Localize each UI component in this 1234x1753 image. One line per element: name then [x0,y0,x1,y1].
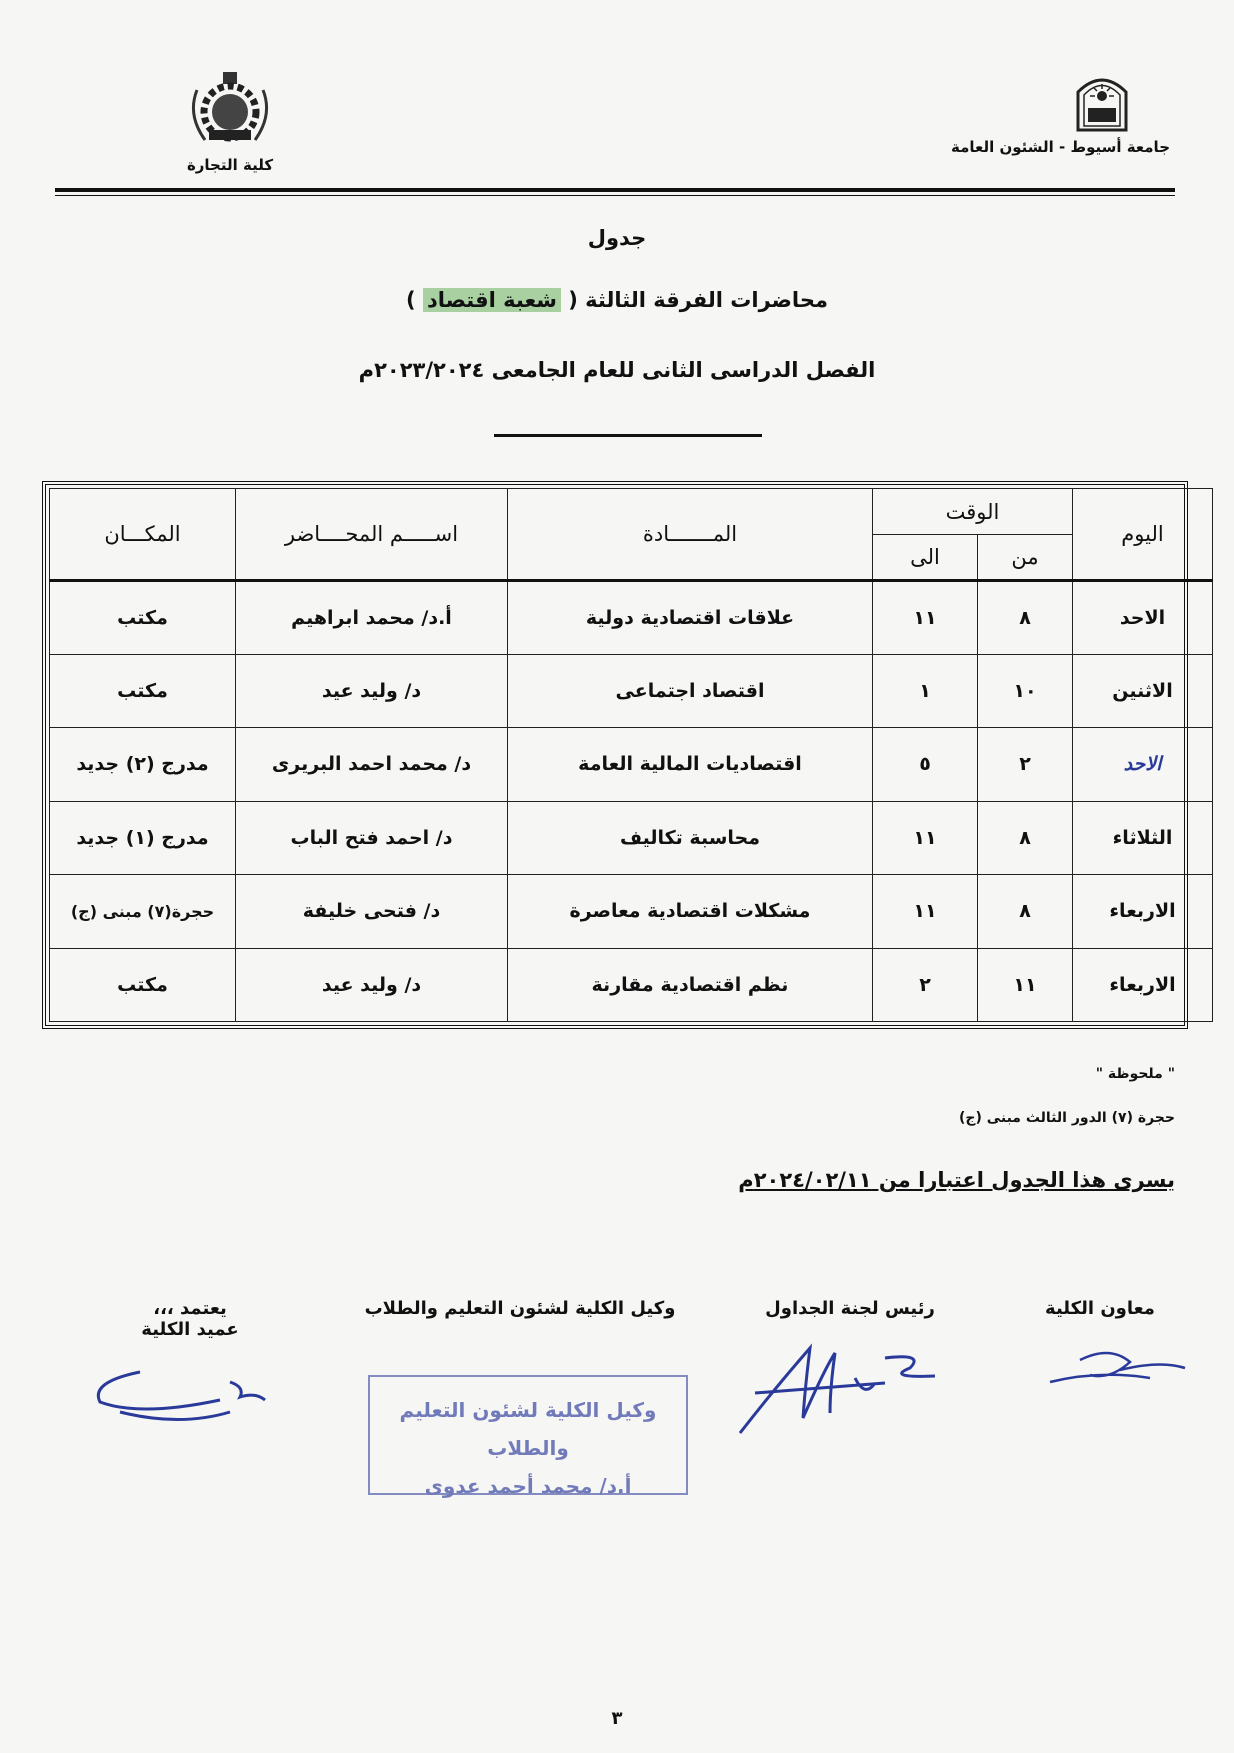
cell-day: الثلاثاء [1073,801,1213,875]
dean-title: عميد الكلية [141,1319,239,1340]
university-header [900,70,1170,156]
cell-lecturer: د/ وليد عيد [236,654,508,728]
cell-place: مدرج (٢) جديد [50,728,236,802]
stamp-title: وكيل الكلية لشئون التعليم والطلاب [399,1398,657,1460]
cell-from: ٢ [978,728,1073,802]
header-rule-thin [55,195,1175,196]
table-row [50,948,1213,1022]
dean-signature-mark-icon [80,1352,280,1432]
faculty-header [150,70,310,174]
cell-from: ١٠ [978,654,1073,728]
header-subject: المـــــــادة [508,489,873,581]
cell-place: مدرج (١) جديد [50,801,236,875]
cell-lecturer: أ.د/ محمد ابراهيم [236,581,508,655]
cell-to: ٢ [873,948,978,1022]
cell-place: مكتب [50,948,236,1022]
cell-subject: علاقات اقتصادية دولية [508,581,873,655]
header-from: من [978,535,1073,581]
cell-lecturer: د/ احمد فتح الباب [236,801,508,875]
chair-signature-mark-icon [735,1328,945,1438]
cell-subject: نظم اقتصادية مقارنة [508,948,873,1022]
cell-to: ١ [873,654,978,728]
signature-vice-dean: وكيل الكلية لشئون التعليم والطلاب [364,1298,676,1319]
table-row [50,875,1213,949]
table-row [50,801,1213,875]
cell-day: الاثنين [1073,654,1213,728]
header-time: الوقت [873,489,1073,535]
cell-from: ٨ [978,875,1073,949]
effective-date-line: يسرى هذا الجدول اعتبارا من ٢٠٢٤/٠٢/١١م [738,1168,1175,1192]
header-place: المكـــان [50,489,236,581]
title-semester: الفصل الدراسى الثانى للعام الجامعى ٢٠٢٣/٢٠٢٤م [358,358,876,382]
cell-lecturer: د/ محمد احمد البريرى [236,728,508,802]
cell-place: حجرة(٧) مبنى (ج) [50,875,236,949]
table-row [50,581,1213,655]
cell-to: ١١ [873,875,978,949]
dean-approval-text: يعتمد ،،، [153,1298,227,1319]
cell-day-handwritten: الاحد [1073,728,1213,802]
cell-lecturer: د/ فتحى خليفة [236,875,508,949]
cell-place: مكتب [50,581,236,655]
cell-subject: اقتصاد اجتماعى [508,654,873,728]
header-lecturer: اســـــم المحــــاضر [236,489,508,581]
stamp-name: أ.د/ محمد أحمد عدوى [424,1474,632,1498]
title-lectures [0,288,1234,312]
table-row [50,654,1213,728]
note-text: حجرة (٧) الدور الثالث مبنى (ج) [958,1110,1175,1126]
schedule-table [49,488,1213,1022]
faculty-logo-icon [187,70,273,150]
signature-committee-chair: رئيس لجنة الجداول [765,1298,935,1319]
schedule-table-frame [42,481,1188,1029]
cell-subject: مشكلات اقتصادية معاصرة [508,875,873,949]
header-day: اليوم [1073,489,1213,581]
title-lectures-prefix: محاضرات الفرقة الثالثة ( [568,288,828,312]
cell-day: الاربعاء [1073,875,1213,949]
table-row [50,728,1213,802]
cell-to: ٥ [873,728,978,802]
title-lectures-suffix: ) [406,288,416,312]
university-logo-icon [1072,70,1132,132]
official-stamp [368,1375,688,1498]
page-number: ٣ [611,1708,623,1729]
title-division-highlight: شعبة اقتصاد [423,288,561,312]
aide-signature-mark-icon [1040,1340,1190,1400]
cell-place: مكتب [50,654,236,728]
signature-aide: معاون الكلية [1045,1298,1155,1319]
header-to: الى [873,535,978,581]
cell-day: الاحد [1073,581,1213,655]
faculty-name: كلية التجارة [186,156,274,174]
cell-to: ١١ [873,801,978,875]
note-label: " ملحوظة " [1095,1066,1175,1082]
cell-from: ٨ [978,581,1073,655]
signature-dean [110,1298,270,1340]
university-name: جامعة أسيوط - الشئون العامة [950,138,1170,156]
cell-to: ١١ [873,581,978,655]
cell-subject: محاسبة تكاليف [508,801,873,875]
cell-subject: اقتصاديات المالية العامة [508,728,873,802]
cell-lecturer: د/ وليد عيد [236,948,508,1022]
title-underline [494,434,762,437]
header-rule-thick [55,188,1175,192]
title-schedule: جدول [587,226,647,250]
cell-from: ١١ [978,948,1073,1022]
cell-from: ٨ [978,801,1073,875]
cell-day: الاربعاء [1073,948,1213,1022]
